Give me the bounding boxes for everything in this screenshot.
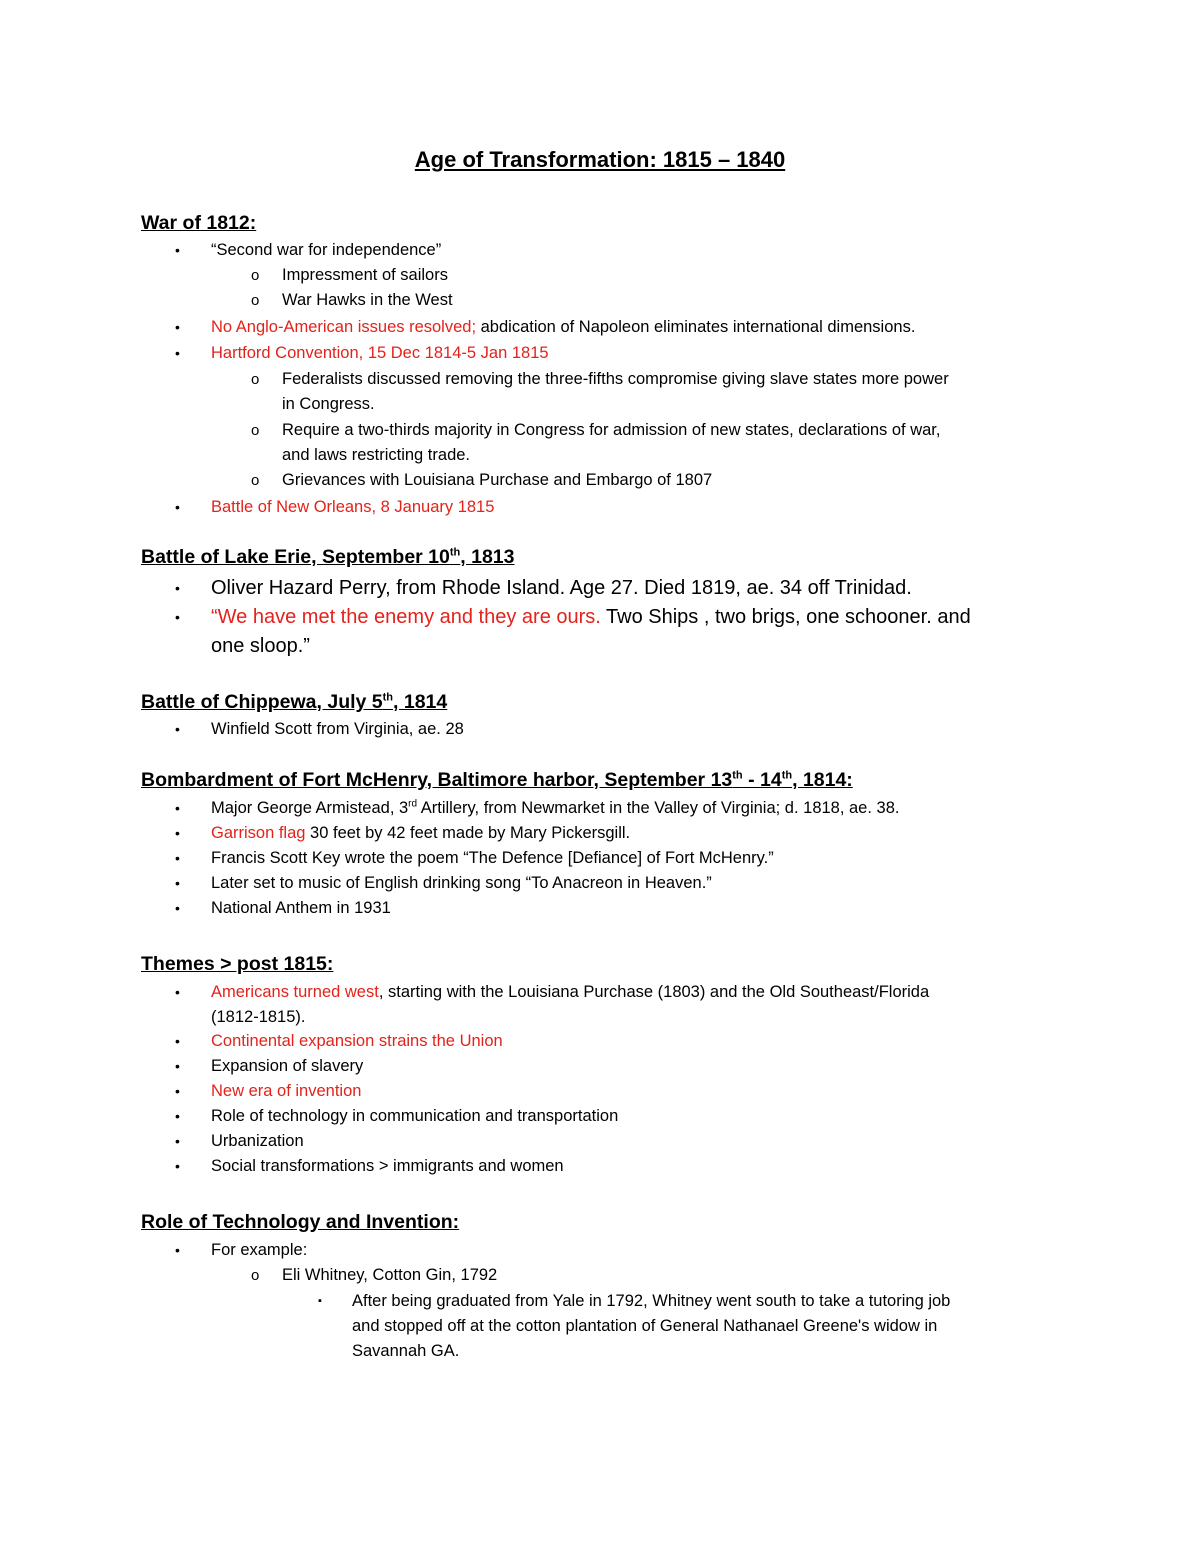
- sub-bullet-marker: o: [251, 292, 260, 309]
- list-item: New era of invention: [211, 1082, 362, 1100]
- highlighted-text: No Anglo-American issues resolved;: [211, 318, 477, 336]
- sub-sub-bullet-marker: ▪: [318, 1295, 322, 1307]
- list-item: Hartford Convention, 15 Dec 1814-5 Jan 1815: [211, 344, 549, 362]
- sub-sub-list-item-continuation: and stopped off at the cotton plantation of General Nathanael Greene's widow in: [352, 1317, 938, 1335]
- sub-list-item: Require a two-thirds majority in Congress for admission of new states, declarations of war,: [282, 421, 941, 439]
- list-item-text: , starting with the Louisiana Purchase (1803) and the Old Southeast/Florida: [378, 983, 930, 1001]
- sub-bullet-marker: o: [251, 371, 260, 388]
- bullet-marker: •: [175, 1133, 180, 1149]
- heading-fort-mchenry: Bombardment of Fort McHenry, Baltimore harbor, September 13th - 14th, 1814:: [141, 769, 853, 791]
- list-item: [211, 603, 971, 632]
- list-item: Role of technology in communication and transportation: [211, 1107, 619, 1125]
- list-item: [211, 980, 929, 1005]
- heading-war-1812: War of 1812:: [141, 212, 257, 234]
- list-item-continuation: (1812-1815).: [211, 1008, 306, 1026]
- bullet-marker: •: [175, 580, 180, 596]
- list-item: Francis Scott Key wrote the poem “The Defence [Defiance] of Fort McHenry.”: [211, 849, 774, 867]
- bullet-marker: •: [175, 1158, 180, 1174]
- list-item-continuation: one sloop.”: [211, 635, 310, 657]
- heading-lake-erie: Battle of Lake Erie, September 10th, 1813: [141, 546, 515, 568]
- bullet-marker: •: [175, 499, 180, 515]
- list-item: [211, 821, 630, 846]
- bullet-marker: •: [175, 242, 180, 258]
- sub-bullet-marker: o: [251, 1267, 260, 1284]
- bullet-marker: •: [175, 850, 180, 866]
- list-item-text: abdication of Napoleon eliminates international dimensions.: [476, 318, 916, 336]
- list-item: Expansion of slavery: [211, 1057, 364, 1075]
- sub-bullet-marker: o: [251, 267, 260, 284]
- sub-list-item-continuation: and laws restricting trade.: [282, 446, 471, 464]
- list-item: Oliver Hazard Perry, from Rhode Island. Age 27. Died 1819, ae. 34 off Trinidad.: [211, 577, 912, 599]
- list-item: Urbanization: [211, 1132, 304, 1150]
- heading-chippewa: Battle of Chippewa, July 5th, 1814: [141, 691, 448, 713]
- bullet-marker: •: [175, 1033, 180, 1049]
- list-item-text: 30 feet by 42 feet made by Mary Pickersgill.: [305, 824, 631, 842]
- bullet-marker: •: [175, 721, 180, 737]
- highlighted-text: Americans turned west: [211, 983, 379, 1001]
- bullet-marker: •: [175, 1242, 180, 1258]
- bullet-marker: •: [175, 875, 180, 891]
- bullet-marker: •: [175, 609, 180, 625]
- bullet-marker: •: [175, 319, 180, 335]
- sub-bullet-marker: o: [251, 422, 260, 439]
- heading-themes: Themes > post 1815:: [141, 953, 334, 975]
- sub-sub-list-item-continuation: Savannah GA.: [352, 1342, 460, 1360]
- bullet-marker: •: [175, 984, 180, 1000]
- list-item-text: Two Ships , two brigs, one schooner. and: [600, 606, 971, 628]
- bullet-marker: •: [175, 800, 180, 816]
- list-item: Battle of New Orleans, 8 January 1815: [211, 498, 495, 516]
- list-item: Winfield Scott from Virginia, ae. 28: [211, 720, 464, 738]
- list-item: Later set to music of English drinking song “To Anacreon in Heaven.”: [211, 874, 712, 892]
- sub-list-item: War Hawks in the West: [282, 291, 453, 309]
- bullet-marker: •: [175, 1083, 180, 1099]
- list-item: [211, 315, 915, 340]
- list-item: For example:: [211, 1241, 308, 1259]
- bullet-marker: •: [175, 900, 180, 916]
- sub-list-item: Grievances with Louisiana Purchase and Embargo of 1807: [282, 471, 713, 489]
- page-title: Age of Transformation: 1815 – 1840: [414, 147, 786, 172]
- list-item: Continental expansion strains the Union: [211, 1032, 503, 1050]
- sub-list-item: Federalists discussed removing the three-fifths compromise giving slave states more power: [282, 370, 949, 388]
- bullet-marker: •: [175, 1108, 180, 1124]
- sub-list-item-continuation: in Congress.: [282, 395, 375, 413]
- list-item: “Second war for independence”: [211, 241, 442, 259]
- heading-technology: Role of Technology and Invention:: [141, 1211, 460, 1233]
- sub-sub-list-item: After being graduated from Yale in 1792, Whitney went south to take a tutoring job: [352, 1292, 951, 1310]
- bullet-marker: •: [175, 345, 180, 361]
- highlighted-text: Garrison flag: [211, 824, 306, 842]
- bullet-marker: •: [175, 825, 180, 841]
- list-item: Social transformations > immigrants and women: [211, 1157, 564, 1175]
- sub-list-item: Impressment of sailors: [282, 266, 448, 284]
- list-item: Major George Armistead, 3rd Artillery, from Newmarket in the Valley of Virginia; d. 1818, ae. 38.: [211, 798, 900, 817]
- highlighted-text: “We have met the enemy and they are ours.: [211, 606, 601, 628]
- sub-list-item: Eli Whitney, Cotton Gin, 1792: [282, 1266, 498, 1284]
- sub-bullet-marker: o: [251, 472, 260, 489]
- bullet-marker: •: [175, 1058, 180, 1074]
- list-item: National Anthem in 1931: [211, 899, 391, 917]
